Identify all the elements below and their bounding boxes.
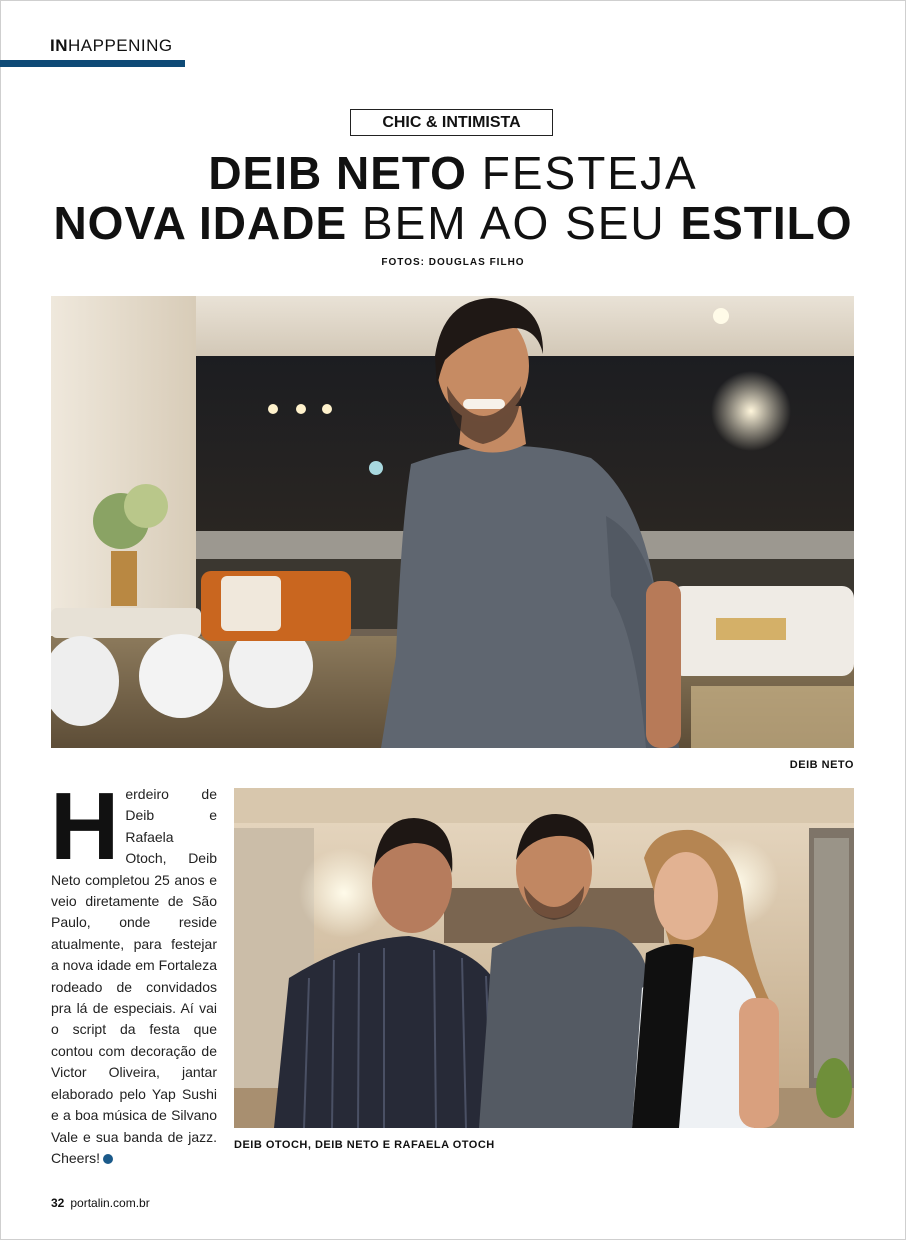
headline-bold-1: DEIB NETO bbox=[208, 147, 467, 199]
headline-light-1: FESTEJA bbox=[466, 147, 698, 199]
main-photo-caption: DEIB NETO bbox=[789, 759, 854, 771]
headline-line-1 bbox=[0, 148, 906, 198]
kicker-box: CHIC & INTIMISTA bbox=[350, 109, 553, 136]
main-photo bbox=[51, 296, 854, 748]
section-label bbox=[50, 36, 173, 56]
group-photo-caption: DEIB OTOCH, DEIB NETO E RAFAELA OTOCH bbox=[234, 1139, 495, 1151]
page-footer bbox=[51, 1196, 150, 1210]
section-accent-bar bbox=[0, 60, 185, 67]
site-url: portalin.com.br bbox=[70, 1196, 150, 1210]
drop-cap: H bbox=[50, 773, 120, 880]
group-photo bbox=[234, 788, 854, 1128]
article-body bbox=[50, 773, 217, 1169]
headline-bold-2: NOVA IDADE bbox=[53, 197, 348, 249]
page-number: 32 bbox=[51, 1196, 65, 1210]
end-mark-icon bbox=[103, 1154, 113, 1164]
headline-line-2 bbox=[0, 198, 906, 248]
section-label-bold: IN bbox=[50, 36, 68, 55]
article-text: erdeiro de Deib e Rafaela Otoch, Deib Neto completou 25 anos e veio diretamente de São Paulo, onde reside atualmente, para festejar a nova idade em Fortaleza rodeado de convidados pra lá de especiais. Aí vai o script da festa que contou com decoração de Victor Oliveira, jantar elaborado pelo Yap Sushi e a boa música de Silvano Vale e sua banda de jazz. Cheers! bbox=[51, 786, 217, 1166]
photo-credit: FOTOS: DOUGLAS FILHO bbox=[381, 257, 525, 268]
headline-bold-3: ESTILO bbox=[680, 197, 853, 249]
section-label-light: HAPPENING bbox=[68, 36, 173, 55]
headline-light-2: BEM AO SEU bbox=[347, 197, 681, 249]
